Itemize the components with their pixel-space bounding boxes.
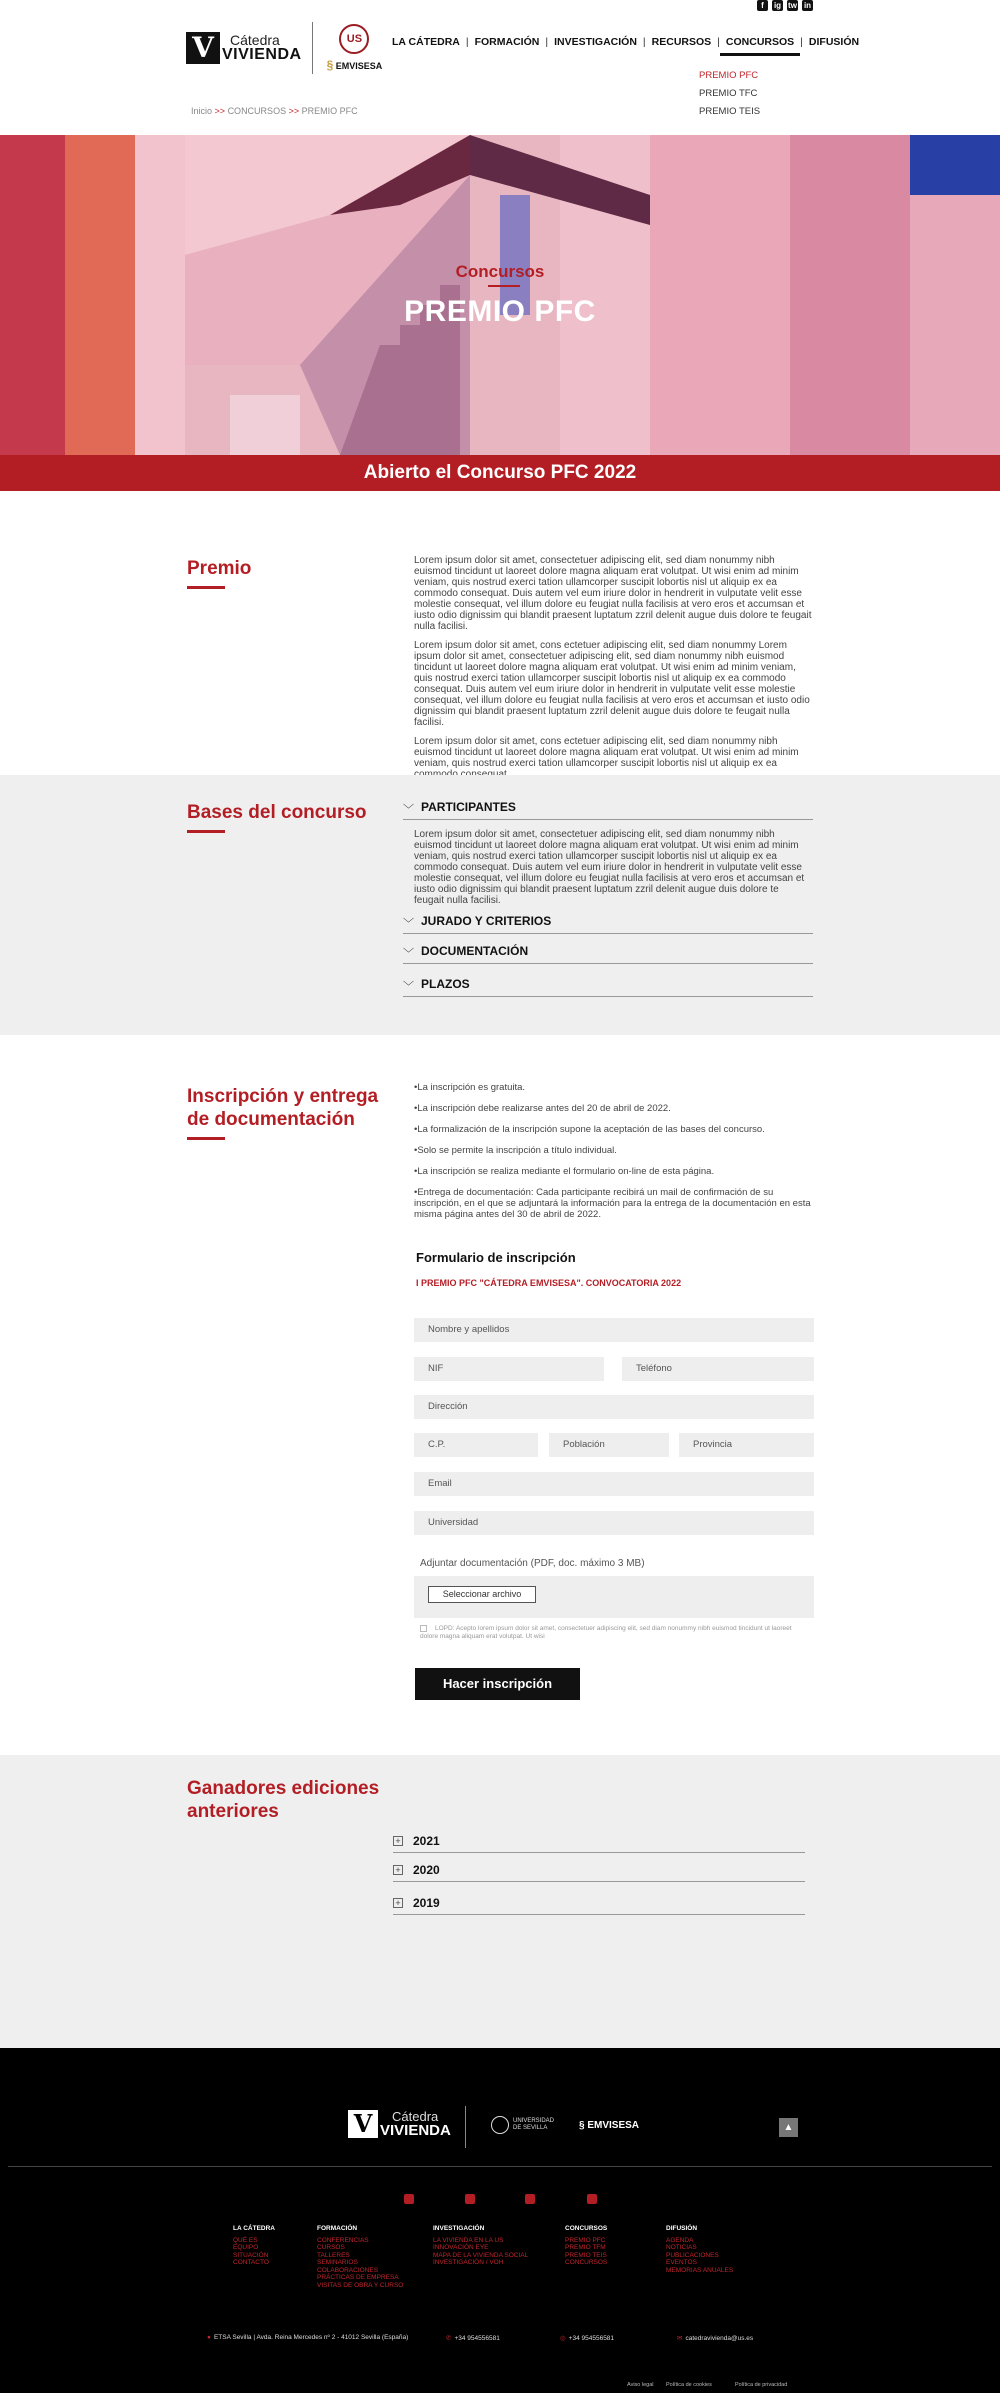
footer-col-formacion: FORMACIÓN CONFERENCIAS CURSOS TALLERES SEMINARIOS COLABORACIONES PRÁCTICAS DE EMPRESA VISITAS DE OBRA Y CURSO — [317, 2225, 404, 2289]
nav-separator: | — [642, 36, 646, 48]
whatsapp-icon: ◎ — [560, 2335, 566, 2342]
linkedin-icon[interactable]: in — [803, 1, 812, 10]
nav-separator: | — [545, 36, 549, 48]
footer-whatsapp[interactable]: ◎ +34 954556581 — [560, 2335, 615, 2342]
premio-section — [0, 491, 1000, 775]
footer-link[interactable]: PUBLICACIONES — [666, 2251, 719, 2259]
site-footer — [0, 2048, 1000, 2393]
us-seal-icon: US — [339, 24, 369, 54]
poblacion-input[interactable]: Población — [549, 1433, 669, 1457]
site-logo[interactable] — [186, 22, 382, 74]
bullet-item: •Entrega de documentación: Cada participante recibirá un mail de confirmación de su inscripción, en el que se adjuntará la información para la entrega de la documentación en esta misma página antes del 30 de abril de 2022. — [414, 1187, 811, 1220]
footer-phone[interactable]: ✆ +34 954556581 — [446, 2335, 500, 2342]
hero-image — [0, 135, 1000, 455]
privacidad-link[interactable]: Política de privacidad — [735, 2382, 788, 2388]
main-nav — [386, 36, 865, 56]
logo-line2: VIVIENDA — [222, 46, 302, 63]
accordion-plazos[interactable]: ﹀ PLAZOS — [403, 975, 813, 997]
scroll-top-button[interactable]: ▲ — [779, 2118, 798, 2137]
chevron-down-icon: ﹀ — [403, 804, 414, 816]
year-2021[interactable]: + 2021 — [393, 1832, 805, 1853]
footer-link[interactable]: PREMIO TEIS — [565, 2251, 607, 2259]
nav-la-catedra[interactable]: LA CÁTEDRA — [392, 36, 460, 48]
footer-link[interactable]: TALLERES — [317, 2251, 350, 2259]
mail-icon: ✉ — [677, 2335, 683, 2342]
facebook-icon[interactable] — [404, 2194, 414, 2204]
footer-link[interactable]: VISITAS DE OBRA Y CURSO — [317, 2281, 404, 2289]
breadcrumb — [191, 106, 358, 116]
form-subtitle: I PREMIO PFC "CÁTEDRA EMVISESA". CONVOCATORIA 2022 — [416, 1278, 682, 1288]
nav-separator: | — [465, 36, 469, 48]
header-social — [757, 0, 813, 11]
accordion-jurado[interactable]: ﹀ JURADO Y CRITERIOS — [403, 912, 813, 934]
footer-col-catedra: LA CÁTEDRA QUÉ ES EQUIPO SITUACIÓN CONTACTO — [233, 2225, 276, 2266]
logo-line1: Cátedra — [230, 32, 280, 48]
footer-link[interactable]: COLABORACIONES — [317, 2266, 379, 2274]
inscripcion-bullets — [414, 1082, 814, 1230]
twitter-icon[interactable] — [525, 2194, 535, 2204]
hero-underline — [488, 285, 520, 287]
chevron-down-icon: ﹀ — [403, 918, 414, 930]
logo-mark: V — [186, 32, 220, 64]
universidad-input[interactable]: Universidad — [414, 1511, 814, 1535]
breadcrumb-home[interactable]: Inicio — [191, 106, 213, 116]
hero-title: PREMIO PFC — [404, 295, 596, 328]
open-contest-banner: Abierto el Concurso PFC 2022 — [0, 455, 1000, 491]
us-logo: UNIVERSIDAD DE SEVILLA — [491, 2116, 554, 2134]
concursos-submenu — [699, 67, 760, 121]
plus-icon: + — [393, 1898, 403, 1908]
nav-formacion[interactable]: FORMACIÓN — [474, 36, 540, 48]
location-pin-icon: ● — [207, 2334, 211, 2341]
footer-emvisesa-logo: § EMVISESA — [579, 2120, 640, 2131]
premio-paragraph: Lorem ipsum dolor sit amet, consectetuer adipiscing elit, sed diam nonummy nibh euismod tincidunt ut laoreet dolore magna aliquam erat volutpat. Ut wisi enim ad minim veniam, quis nostrud exerci tation ullamcorper suscipit lobortis nisl ut aliquip ex ea commodo consequat. Duis autem vel eum iriure dolor in hendrerit in vulputate velit esse molestie consequat, vel illum dolore eu feugiat nulla facilisis at vero eros et accumsan et iusto odio dignissim qui blandit praesent luptatum zzril delenit augue duis dolore te feugait nulla facilisi. — [414, 555, 812, 632]
nav-separator: | — [800, 36, 803, 48]
footer-address: ● ETSA Sevilla | Avda. Reina Mercedes nº 2 - 41012 Sevilla (España) — [207, 2334, 409, 2341]
footer-link[interactable]: AGENDA — [666, 2236, 694, 2244]
inscripcion-heading: Inscripción y entrega de documentación — [187, 1085, 387, 1140]
facebook-icon[interactable]: f — [757, 0, 768, 11]
footer-link[interactable]: CONTACTO — [233, 2259, 269, 2266]
nav-investigacion[interactable]: INVESTIGACIÓN — [554, 36, 637, 48]
footer-logo-divider — [465, 2106, 466, 2148]
telefono-input[interactable]: Teléfono — [622, 1357, 814, 1381]
submenu-premio-pfc[interactable]: PREMIO PFC — [699, 70, 759, 81]
provincia-input[interactable]: Provincia — [679, 1433, 814, 1457]
breadcrumb-current: PREMIO PFC — [301, 106, 358, 116]
chevron-down-icon: ﹀ — [403, 948, 414, 960]
cp-input[interactable]: C.P. — [414, 1433, 538, 1457]
bullet-item: •La inscripción debe realizarse antes del 20 de abril de 2022. — [414, 1103, 671, 1114]
footer-logo-mark: V — [348, 2110, 378, 2138]
instagram-icon[interactable] — [465, 2194, 475, 2204]
bases-heading: Bases del concurso — [187, 801, 367, 833]
footer-link[interactable]: CONFERENCIAS — [317, 2236, 369, 2244]
footer-divider — [8, 2166, 992, 2167]
footer-link[interactable]: MAPA DE LA VIVIENDA SOCIAL — [433, 2251, 529, 2259]
cookies-link[interactable]: Política de cookies — [666, 2382, 712, 2388]
footer-link[interactable]: INVESTIGACIÓN / VOH — [433, 2259, 504, 2266]
bullet-item: •La inscripción se realiza mediante el formulario on-line de esta página. — [414, 1166, 715, 1177]
ganadores-heading: Ganadores ediciones anteriores — [187, 1778, 380, 1822]
aviso-legal-link[interactable]: Aviso legal — [627, 2382, 654, 2388]
bullet-item: •La formalización de la inscripción supone la aceptación de las bases del concurso. — [414, 1124, 765, 1135]
footer-link[interactable]: MEMORIAS ANUALES — [666, 2266, 734, 2274]
footer-link[interactable]: PRÁCTICAS DE EMPRESA — [317, 2274, 399, 2281]
plus-icon: + — [393, 1836, 403, 1846]
nav-difusion[interactable]: DIFUSIÓN — [808, 36, 860, 48]
footer-link[interactable]: CURSOS — [317, 2244, 345, 2251]
submenu-premio-teis[interactable]: PREMIO TEIS — [699, 106, 761, 117]
form-title: Formulario de inscripción — [416, 1250, 576, 1265]
footer-col-investigacion: INVESTIGACIÓN LA VIVIENDA EN LA US INNOVACIÓN EYE MAPA DE LA VIVIENDA SOCIAL INVESTIGACIÓN / VOH — [433, 2225, 529, 2266]
consent-checkbox[interactable] — [420, 1625, 427, 1632]
participantes-text: Lorem ipsum dolor sit amet, consectetuer adipiscing elit, sed diam nonummy nibh euismod tincidunt ut laoreet dolore magna aliquam erat volutpat. Ut wisi enim ad minim veniam, quis nostrud exerci tation ullamcorper suscipit lobortis nisl ut aliquip ex ea commodo consequat. Duis autem vel eum iriure dolor in hendrerit in vulputate velit esse molestie consequat, vel illum dolore eu feugiat nulla facilisis at vero eros et accumsan et iusto odio dignissim qui blandit praesent luptatum zzril delenit augue duis dolore te feugait nulla facilisi. — [414, 829, 805, 906]
hero-subtitle: Concursos — [455, 262, 545, 281]
premio-text — [414, 555, 814, 788]
footer-link[interactable]: QUÉ ES — [233, 2236, 258, 2244]
upload-field — [414, 1558, 814, 1618]
footer-link[interactable]: PREMIO TFM — [565, 2244, 606, 2251]
footer-logo[interactable]: V Cátedra VIVIENDA — [348, 2110, 451, 2138]
premio-paragraph: Lorem ipsum dolor sit amet, cons ectetuer adipiscing elit, sed diam nonummy nibh euismod tincidunt ut laoreet dolore magna aliquam erat volutpat. Ut wisi enim ad minim veniam, quis nostrud exerci tation ullamcorper suscipit lobortis nisl ut aliquip ex ea — [414, 736, 799, 769]
bases-section — [0, 775, 1000, 1035]
linkedin-icon[interactable] — [587, 2194, 597, 2204]
chevron-down-icon: ﹀ — [403, 981, 414, 993]
select-file-button[interactable]: Seleccionar archivo — [428, 1586, 536, 1603]
ganadores-section — [0, 1755, 1000, 2048]
bullet-item: •Solo se permite la inscripción a título individual. — [414, 1145, 617, 1156]
site-header — [0, 0, 1000, 135]
footer-link[interactable]: CONCURSOS — [565, 2259, 608, 2266]
upload-label: Adjuntar documentación (PDF, doc. máximo 3 MB) — [420, 1558, 645, 1569]
emvisesa-logo: § EMVISESA — [326, 58, 383, 72]
footer-link[interactable]: EQUIPO — [233, 2244, 259, 2251]
footer-email[interactable]: ✉ catedravivienda@us.es — [677, 2335, 754, 2342]
plus-icon: + — [393, 1865, 403, 1875]
footer-link[interactable]: SEMINARIOS — [317, 2259, 358, 2266]
breadcrumb-arrow: >> — [288, 106, 300, 116]
breadcrumb-arrow: >> — [214, 106, 226, 116]
nav-concursos[interactable]: CONCURSOS — [720, 36, 800, 56]
submit-button[interactable]: Hacer inscripción — [415, 1668, 580, 1700]
accordion-documentacion[interactable]: ﹀ DOCUMENTACIÓN — [403, 942, 813, 964]
premio-heading: Premio — [187, 557, 251, 589]
footer-link[interactable]: EVENTOS — [666, 2259, 697, 2266]
logo-divider — [312, 22, 313, 74]
submenu-premio-tfc[interactable]: PREMIO TFC — [699, 88, 758, 99]
footer-link[interactable]: PREMIO PFC — [565, 2236, 606, 2244]
breadcrumb-section[interactable]: CONCURSOS — [227, 106, 287, 116]
year-2019[interactable]: + 2019 — [393, 1894, 805, 1915]
nombre-input[interactable]: Nombre y apellidos — [414, 1318, 814, 1342]
bullet-item: •La inscripción es gratuita. — [414, 1082, 526, 1093]
nav-recursos[interactable]: RECURSOS — [651, 36, 712, 48]
direccion-input[interactable]: Dirección — [414, 1395, 814, 1419]
instagram-icon[interactable]: ig — [773, 1, 782, 10]
twitter-icon[interactable]: tw — [788, 1, 797, 10]
upload-box — [414, 1576, 814, 1618]
premio-paragraph: Lorem ipsum dolor sit amet, cons ectetuer adipiscing elit, sed diam nonummy Lorem ipsum dolor sit amet, consectetuer adipiscing elit, sed diam nonummy nibh euismod tincidunt ut laoreet dolore magna aliquam erat volutpat. Ut wisi enim ad minim veniam, quis nostrud exerci tation ullamcorper suscipit lobortis nisl ut aliquip ex ea commodo consequat. Duis autem vel eum iriure dolor in hendrerit in vulputate velit esse molestie consequat, vel illum dolore eu feugiat nulla facilisis at vero eros et accumsan et iusto odio dignissim qui blandit praesent luptatum zzril delenit augue duis dolore te feugait nulla facilisi. — [414, 640, 810, 728]
us-seal-icon — [491, 2116, 509, 2134]
footer-col-difusion: DIFUSIÓN AGENDA NOTICIAS PUBLICACIONES EVENTOS MEMORIAS ANUALES — [666, 2225, 734, 2274]
consent-text: LOPD: Acepto lorem ipsum dolor sit amet, consectetuer adipiscing elit, sed diam nonummy nibh euismod tincidunt ut laoreet dolore magna aliquam erat volutpat. Ut wisi — [420, 1625, 792, 1641]
nif-input[interactable]: NIF — [414, 1357, 604, 1381]
email-input[interactable]: Email — [414, 1472, 814, 1496]
footer-link[interactable]: SITUACIÓN — [233, 2251, 269, 2259]
year-2020[interactable]: + 2020 — [393, 1861, 805, 1882]
footer-link[interactable]: NOTICIAS — [666, 2244, 697, 2251]
footer-col-concursos: CONCURSOS PREMIO PFC PREMIO TFM PREMIO TEIS CONCURSOS — [565, 2225, 608, 2266]
legal-consent — [420, 1625, 810, 1641]
nav-separator: | — [717, 36, 720, 48]
footer-link[interactable]: INNOVACIÓN EYE — [433, 2244, 489, 2251]
accordion-participantes[interactable]: ﹀ PARTICIPANTES — [403, 798, 813, 820]
phone-icon: ✆ — [446, 2335, 452, 2342]
footer-link[interactable]: LA VIVIENDA EN LA US — [433, 2236, 504, 2244]
